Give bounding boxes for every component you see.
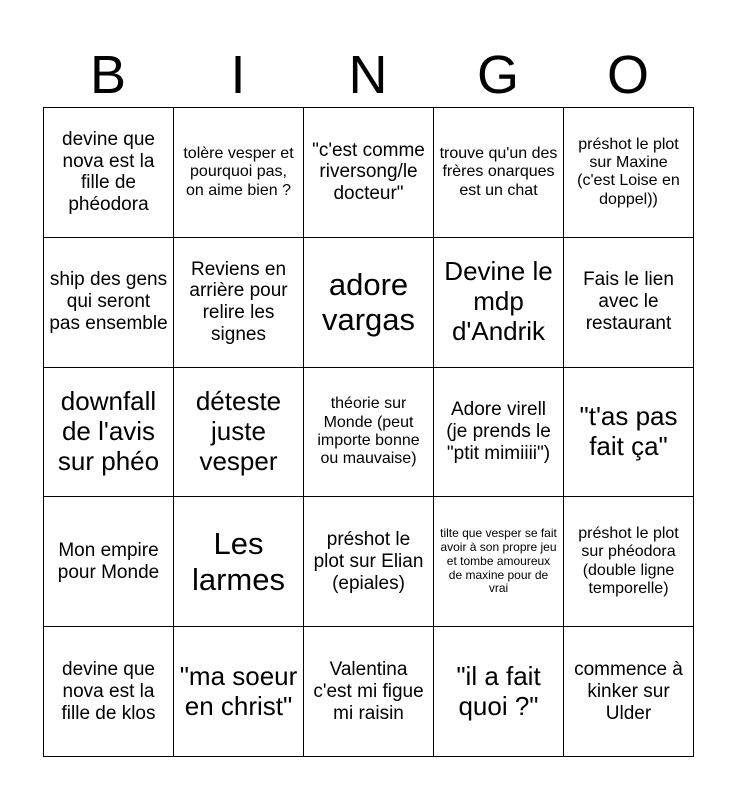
bingo-cell-text: adore vargas <box>321 266 416 338</box>
bingo-cell-text: tilte que vesper se fait avoir à son propre jeu et tombe amoureux de maxine pour de vrai <box>440 526 557 596</box>
header-letter-b: B <box>89 45 127 105</box>
bingo-cell-text: Adore virell (je prends le "ptit mimiiii") <box>446 399 551 464</box>
bingo-cell[interactable] <box>44 108 174 238</box>
bingo-cell-text: Reviens en arrière pour relire les signes <box>189 258 288 346</box>
bingo-cell[interactable] <box>174 497 304 627</box>
bingo-cell-text: downfall de l'avis sur phéo <box>57 386 160 476</box>
header-letter-o: O <box>606 45 649 105</box>
bingo-cell[interactable] <box>304 627 434 757</box>
bingo-cell[interactable] <box>304 368 434 498</box>
bingo-cell-text: trouve qu'un des frères onarques est un chat <box>439 144 558 199</box>
bingo-cell[interactable] <box>434 627 564 757</box>
bingo-cell[interactable] <box>174 627 304 757</box>
bingo-cell-text: "c'est comme riversong/le docteur" <box>312 139 425 205</box>
bingo-cell[interactable] <box>434 238 564 368</box>
bingo-cell[interactable] <box>564 368 694 498</box>
bingo-cell-text: théorie sur Monde (peut importe bonne ou mauvaise) <box>317 395 420 468</box>
bingo-cell-text: Les larmes <box>191 526 285 597</box>
bingo-cell[interactable] <box>174 238 304 368</box>
bingo-grid <box>43 107 694 757</box>
bingo-header <box>43 44 693 106</box>
bingo-cell-text: Mon empire pour Monde <box>57 539 160 583</box>
header-letter-g: G <box>476 45 519 105</box>
bingo-cell-text: Devine le mdp d'Andrik <box>444 256 553 347</box>
header-letter-n: N <box>348 45 388 105</box>
bingo-cell[interactable] <box>434 368 564 498</box>
bingo-cell[interactable] <box>564 108 694 238</box>
bingo-cell-text: préshot le plot sur Maxine (c'est Loise en doppel)) <box>577 135 680 208</box>
bingo-cell[interactable] <box>434 497 564 627</box>
bingo-cell-text: devine que nova est la fille de phéodora <box>62 128 155 216</box>
bingo-cell[interactable] <box>434 108 564 238</box>
bingo-cell[interactable] <box>564 238 694 368</box>
bingo-cell-text: préshot le plot sur Elian (epiales) <box>313 529 424 594</box>
bingo-cell-text: Fais le lien avec le restaurant <box>583 269 674 335</box>
bingo-cell[interactable] <box>564 627 694 757</box>
header-letter-i: I <box>230 45 246 105</box>
bingo-cell[interactable] <box>44 627 174 757</box>
bingo-cell[interactable] <box>304 108 434 238</box>
bingo-cell-text: devine que nova est la fille de klos <box>61 658 156 724</box>
bingo-cell-text: commence à kinker sur Ulder <box>574 658 683 724</box>
bingo-cell-text: tolère vesper et pourquoi pas, on aime bien ? <box>183 144 294 199</box>
bingo-cell[interactable] <box>44 368 174 498</box>
bingo-cell-text: Valentina c'est mi figue mi raisin <box>313 658 424 724</box>
bingo-cell[interactable] <box>304 497 434 627</box>
bingo-cell-text: "il a fait quoi ?" <box>456 660 541 721</box>
bingo-cell[interactable] <box>44 497 174 627</box>
bingo-cell-text: ship des gens qui seront pas ensemble <box>49 269 168 335</box>
bingo-cell[interactable] <box>174 368 304 498</box>
bingo-cell[interactable] <box>564 497 694 627</box>
bingo-cell[interactable] <box>44 238 174 368</box>
bingo-cell-text: "ma soeur en christ" <box>179 660 298 721</box>
bingo-cell[interactable] <box>304 238 434 368</box>
bingo-cell-text: déteste juste vesper <box>195 386 282 476</box>
bingo-cell-text: préshot le plot sur phéodora (double ligne temporelle) <box>578 525 679 598</box>
bingo-cell[interactable] <box>174 108 304 238</box>
bingo-cell-text: "t'as pas fait ça" <box>579 401 678 461</box>
